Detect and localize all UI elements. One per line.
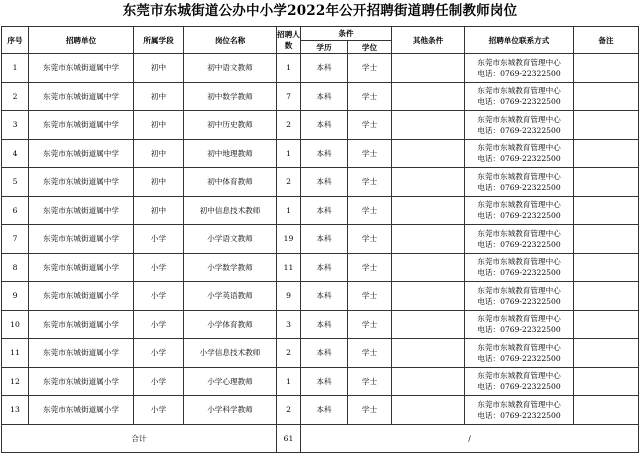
row-contact — [465, 282, 574, 311]
row-unit: 东莞市东城街道属中学 — [29, 139, 134, 168]
table-row — [2, 168, 639, 197]
row-count: 1 — [277, 196, 301, 225]
row-seq: 1 — [2, 54, 29, 83]
row-other — [392, 253, 465, 282]
table-row — [2, 225, 639, 254]
contact-phone: 电话：0769-22322500 — [477, 239, 561, 249]
header-education: 学历 — [301, 41, 348, 54]
contact-org: 东莞市东城教育管理中心 — [477, 114, 561, 124]
row-count: 1 — [277, 139, 301, 168]
row-education: 本科 — [301, 111, 348, 140]
page-title: 东莞市东城街道公办中小学2022年公开招聘街道聘任制教师岗位 — [122, 3, 518, 19]
row-degree: 学士 — [348, 225, 392, 254]
row-seq: 11 — [2, 339, 29, 368]
row-other — [392, 196, 465, 225]
row-other — [392, 225, 465, 254]
row-seq: 9 — [2, 282, 29, 311]
row-degree: 学士 — [348, 253, 392, 282]
row-education: 本科 — [301, 225, 348, 254]
row-count: 7 — [277, 82, 301, 111]
row-unit: 东莞市东城街道属小学 — [29, 225, 134, 254]
header-position: 岗位名称 — [184, 27, 277, 54]
row-other — [392, 111, 465, 140]
contact-org: 东莞市东城教育管理中心 — [477, 57, 561, 67]
row-stage: 小学 — [134, 367, 184, 396]
row-count: 2 — [277, 168, 301, 197]
row-other — [392, 282, 465, 311]
table-row — [2, 253, 639, 282]
contact-phone: 电话：0769-22322500 — [477, 154, 561, 164]
row-other — [392, 367, 465, 396]
row-position: 初中信息技术教师 — [184, 196, 277, 225]
table-row — [2, 396, 639, 425]
row-stage: 小学 — [134, 225, 184, 254]
row-unit: 东莞市东城街道属小学 — [29, 396, 134, 425]
row-contact — [465, 111, 574, 140]
header-seq: 序号 — [2, 27, 29, 54]
row-position: 小学英语教师 — [184, 282, 277, 311]
row-remark — [574, 196, 639, 225]
contact-phone: 电话：0769-22322500 — [477, 296, 561, 306]
row-contact — [465, 225, 574, 254]
contact-org: 东莞市东城教育管理中心 — [477, 285, 561, 295]
row-education: 本科 — [301, 168, 348, 197]
row-degree: 学士 — [348, 367, 392, 396]
row-remark — [574, 253, 639, 282]
row-contact — [465, 82, 574, 111]
table-row — [2, 54, 639, 83]
contact-org: 东莞市东城教育管理中心 — [477, 371, 561, 381]
row-remark — [574, 396, 639, 425]
total-count: 61 — [277, 424, 301, 452]
row-remark — [574, 282, 639, 311]
row-degree: 学士 — [348, 310, 392, 339]
row-stage: 小学 — [134, 282, 184, 311]
row-education: 本科 — [301, 282, 348, 311]
contact-phone: 电话：0769-22322500 — [477, 268, 561, 278]
row-contact — [465, 54, 574, 83]
header-contact: 招聘单位联系方式 — [465, 27, 574, 54]
row-education: 本科 — [301, 339, 348, 368]
row-stage: 小学 — [134, 253, 184, 282]
contact-phone: 电话：0769-22322500 — [477, 97, 561, 107]
row-other — [392, 396, 465, 425]
row-contact — [465, 396, 574, 425]
row-other — [392, 310, 465, 339]
row-seq: 2 — [2, 82, 29, 111]
row-remark — [574, 54, 639, 83]
contact-org: 东莞市东城教育管理中心 — [477, 314, 561, 324]
row-degree: 学士 — [348, 82, 392, 111]
row-remark — [574, 168, 639, 197]
header-degree: 学位 — [348, 41, 392, 54]
contact-phone: 电话：0769-22322500 — [477, 382, 561, 392]
contact-org: 东莞市东城教育管理中心 — [477, 342, 561, 352]
row-other — [392, 339, 465, 368]
row-position: 初中历史教师 — [184, 111, 277, 140]
row-education: 本科 — [301, 196, 348, 225]
row-stage: 小学 — [134, 339, 184, 368]
header-remark: 备注 — [574, 27, 639, 54]
row-count: 9 — [277, 282, 301, 311]
row-seq: 13 — [2, 396, 29, 425]
row-degree: 学士 — [348, 111, 392, 140]
row-unit: 东莞市东城街道属小学 — [29, 339, 134, 368]
row-degree: 学士 — [348, 282, 392, 311]
row-position: 初中地理教师 — [184, 139, 277, 168]
table-row — [2, 139, 639, 168]
row-stage: 初中 — [134, 196, 184, 225]
row-unit: 东莞市东城街道属中学 — [29, 196, 134, 225]
row-seq: 8 — [2, 253, 29, 282]
row-unit: 东莞市东城街道属中学 — [29, 54, 134, 83]
row-count: 1 — [277, 54, 301, 83]
row-seq: 4 — [2, 139, 29, 168]
row-seq: 7 — [2, 225, 29, 254]
recruitment-table — [1, 26, 639, 453]
row-contact — [465, 339, 574, 368]
row-remark — [574, 82, 639, 111]
row-education: 本科 — [301, 396, 348, 425]
row-unit: 东莞市东城街道属中学 — [29, 168, 134, 197]
row-education: 本科 — [301, 82, 348, 111]
row-seq: 5 — [2, 168, 29, 197]
contact-phone: 电话：0769-22322500 — [477, 211, 561, 221]
row-contact — [465, 310, 574, 339]
total-rest: / — [301, 424, 639, 452]
contact-org: 东莞市东城教育管理中心 — [477, 171, 561, 181]
row-seq: 10 — [2, 310, 29, 339]
row-position: 小学体育教师 — [184, 310, 277, 339]
row-position: 初中数学教师 — [184, 82, 277, 111]
row-degree: 学士 — [348, 339, 392, 368]
table-row — [2, 82, 639, 111]
row-position: 小学数学教师 — [184, 253, 277, 282]
row-count: 1 — [277, 367, 301, 396]
row-position: 小学语文教师 — [184, 225, 277, 254]
contact-org: 东莞市东城教育管理中心 — [477, 86, 561, 96]
row-degree: 学士 — [348, 54, 392, 83]
row-degree: 学士 — [348, 168, 392, 197]
row-unit: 东莞市东城街道属中学 — [29, 111, 134, 140]
contact-phone: 电话：0769-22322500 — [477, 125, 561, 135]
row-other — [392, 54, 465, 83]
contact-phone: 电话：0769-22322500 — [477, 325, 561, 335]
row-remark — [574, 310, 639, 339]
header-conditions: 条件 — [301, 27, 392, 41]
row-remark — [574, 225, 639, 254]
row-stage: 初中 — [134, 139, 184, 168]
row-contact — [465, 168, 574, 197]
row-position: 初中体育教师 — [184, 168, 277, 197]
table-row — [2, 367, 639, 396]
row-unit: 东莞市东城街道属小学 — [29, 310, 134, 339]
header-count: 招聘人数 — [277, 27, 301, 54]
contact-phone: 电话：0769-22322500 — [477, 353, 561, 363]
row-degree: 学士 — [348, 139, 392, 168]
row-other — [392, 168, 465, 197]
row-position: 初中语文教师 — [184, 54, 277, 83]
table-row — [2, 111, 639, 140]
row-count: 2 — [277, 339, 301, 368]
contact-org: 东莞市东城教育管理中心 — [477, 228, 561, 238]
contact-org: 东莞市东城教育管理中心 — [477, 143, 561, 153]
contact-org: 东莞市东城教育管理中心 — [477, 257, 561, 267]
row-contact — [465, 139, 574, 168]
row-degree: 学士 — [348, 196, 392, 225]
table-row — [2, 339, 639, 368]
contact-phone: 电话：0769-22322500 — [477, 68, 561, 78]
header-stage: 所属学段 — [134, 27, 184, 54]
row-count: 2 — [277, 396, 301, 425]
row-seq: 6 — [2, 196, 29, 225]
contact-org: 东莞市东城教育管理中心 — [477, 399, 561, 409]
row-stage: 小学 — [134, 310, 184, 339]
row-unit: 东莞市东城街道属小学 — [29, 367, 134, 396]
row-education: 本科 — [301, 367, 348, 396]
table-row — [2, 282, 639, 311]
row-position: 小学心理教师 — [184, 367, 277, 396]
row-unit: 东莞市东城街道属小学 — [29, 282, 134, 311]
table-row — [2, 310, 639, 339]
row-seq: 12 — [2, 367, 29, 396]
row-remark — [574, 339, 639, 368]
row-education: 本科 — [301, 253, 348, 282]
row-remark — [574, 367, 639, 396]
row-education: 本科 — [301, 310, 348, 339]
row-stage: 初中 — [134, 82, 184, 111]
row-stage: 初中 — [134, 54, 184, 83]
row-unit: 东莞市东城街道属小学 — [29, 253, 134, 282]
row-remark — [574, 139, 639, 168]
row-position: 小学信息技术教师 — [184, 339, 277, 368]
table-row — [2, 196, 639, 225]
row-stage: 初中 — [134, 168, 184, 197]
row-position: 小学科学教师 — [184, 396, 277, 425]
row-contact — [465, 196, 574, 225]
row-unit: 东莞市东城街道属中学 — [29, 82, 134, 111]
row-other — [392, 139, 465, 168]
row-education: 本科 — [301, 54, 348, 83]
row-seq: 3 — [2, 111, 29, 140]
row-count: 3 — [277, 310, 301, 339]
row-count: 19 — [277, 225, 301, 254]
row-contact — [465, 253, 574, 282]
row-education: 本科 — [301, 139, 348, 168]
row-degree: 学士 — [348, 396, 392, 425]
row-count: 11 — [277, 253, 301, 282]
contact-phone: 电话：0769-22322500 — [477, 182, 561, 192]
row-stage: 小学 — [134, 396, 184, 425]
header-unit: 招聘单位 — [29, 27, 134, 54]
row-other — [392, 82, 465, 111]
contact-phone: 电话：0769-22322500 — [477, 410, 561, 420]
header-other: 其他条件 — [392, 27, 465, 54]
contact-org: 东莞市东城教育管理中心 — [477, 200, 561, 210]
row-remark — [574, 111, 639, 140]
row-count: 2 — [277, 111, 301, 140]
total-label: 合计 — [2, 424, 277, 452]
row-stage: 初中 — [134, 111, 184, 140]
row-contact — [465, 367, 574, 396]
